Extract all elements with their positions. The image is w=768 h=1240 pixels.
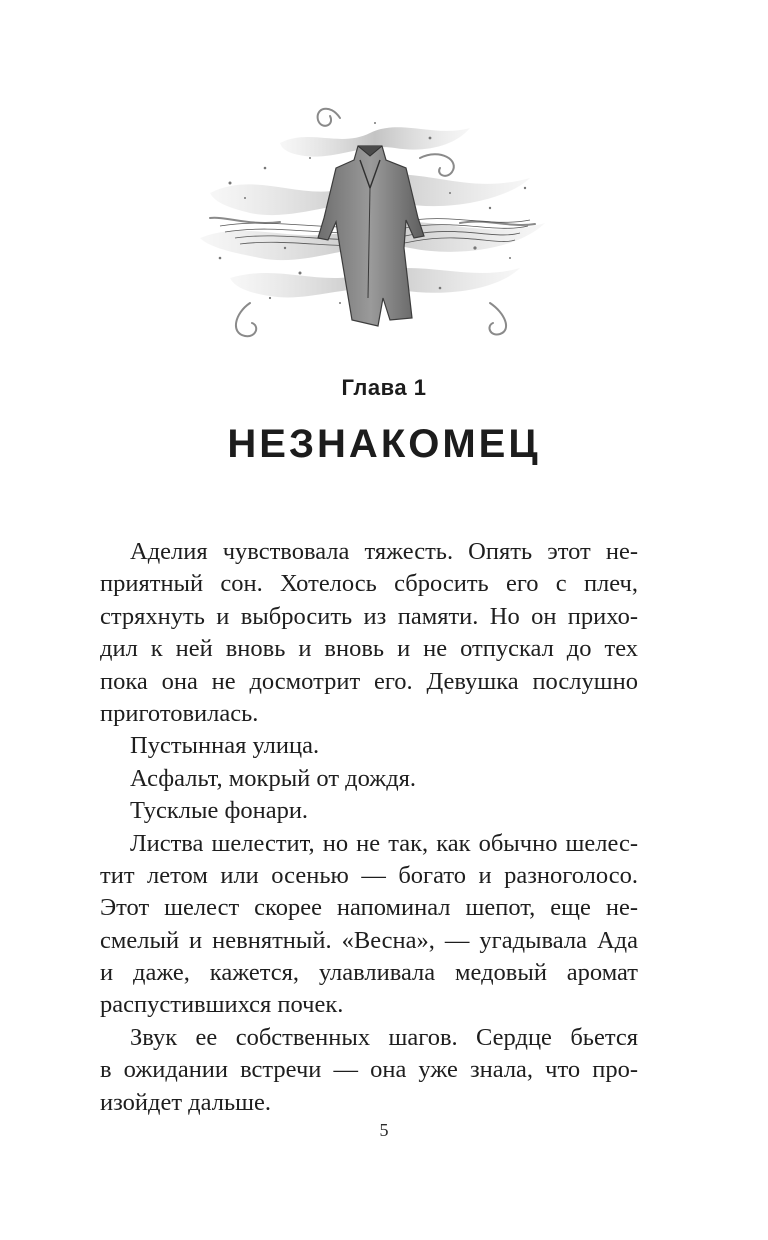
chapter-title: НЕЗНАКОМЕЦ [227,422,541,466]
text-line: Пустынная улица. [130,732,320,760]
text-line: Аделия чувствовала тяжесть. Опять этот не- [130,538,638,565]
text-line: Звук ее собственных шагов. Сердце бьется [130,1023,638,1051]
text-line: стряхнуть и выбросить из памяти. Но он прихо- [100,602,638,630]
chapter-number: Глава 1 [341,375,427,400]
text-line: приготовилась. [100,699,259,727]
coat-in-mist-illustration [190,98,550,343]
text-line: в ожидании встречи — она уже знала, что про- [100,1056,638,1084]
text-line: приятный сон. Хотелось сбросить его с плеч, [100,570,638,598]
text-line: и даже, кажется, улавливала медовый аромат [100,959,638,987]
text-line: дил к ней вновь и вновь и не отпускал до тех [100,635,638,663]
text-line: Тусклые фонари. [130,797,309,825]
text-line: Асфальт, мокрый от дождя. [130,764,417,792]
text-line: смелый и невнятный. «Весна», — угадывала Ада [100,926,638,954]
chapter-body-text [100,536,638,1119]
text-line: пока она не досмотрит его. Девушка послушно [100,667,638,695]
text-line: Листва шелестит, но не так, как обычно шелес- [130,829,638,857]
text-line: тит летом или осенью — богато и разноголосо. [100,861,638,889]
text-line: изойдет дальше. [100,1088,271,1116]
text-line: Этот шелест скорее напоминал шепот, еще не- [100,894,638,922]
page-number: 5 [379,1120,389,1140]
text-line: распустившихся почек. [100,991,344,1019]
